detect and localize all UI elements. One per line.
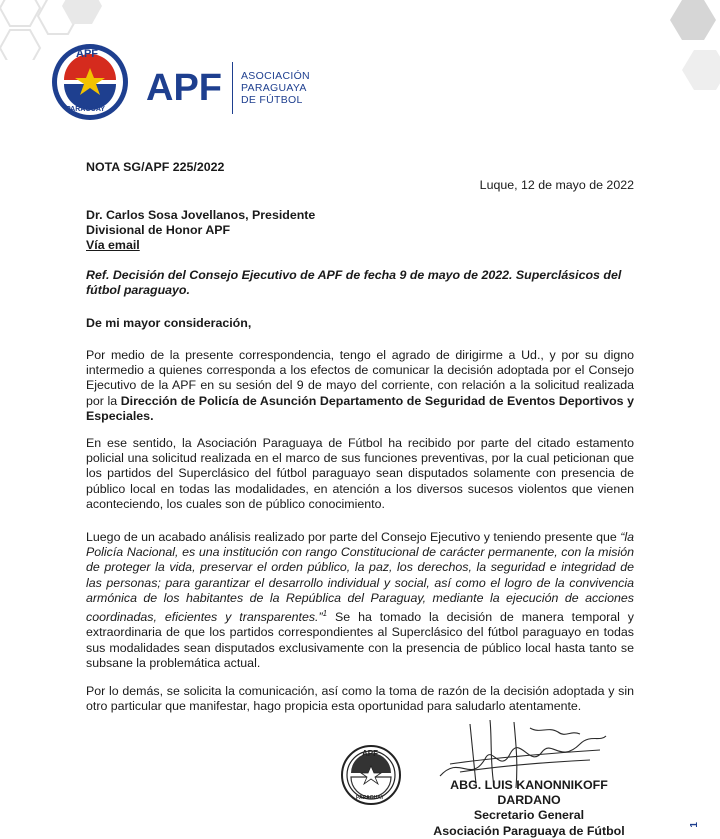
brand-line-2: PARAGUAYA	[241, 82, 307, 94]
hexagon-pattern-top-right	[620, 0, 720, 110]
paragraph-3-quote: “la Policía Nacional, es una institución con rango Constitucional de carácter permanente, con la misión de proteger la vida, preservar el orden público, la paz, los derechos, la seguridad e integridad de las personas; para garantizar el desarrollo individual y social, así como el logro de la convivencia armónica de los habitantes de la República del Paraguay, mediante la ejecución de acciones coordinadas, eficientes y transparentes.”	[86, 530, 634, 625]
letter-date: Luque, 12 de mayo de 2022	[479, 178, 634, 192]
brand-line-1: ASOCIACIÓN	[241, 70, 310, 82]
brand-line-3: DE FÚTBOL	[241, 94, 303, 106]
signature-block	[424, 778, 634, 839]
paragraph-3	[86, 530, 634, 671]
paragraph-2: En ese sentido, la Asociación Paraguaya de Fútbol ha recibido por parte del citado estamento policial una solicitud realizada en el marco de sus funciones preventivas, por la cual peticionan que los partidos del Superclásico del fútbol paraguayo sean disputados solamente con presencia de público local en todas las modalidades, en atención a los diversos sucesos violentos que vienen aconteciendo, los cuales son de público conocimiento.	[86, 436, 634, 511]
recipient-name: Dr. Carlos Sosa Jovellanos, Presidente	[86, 208, 316, 222]
brand-acronym: APF	[146, 66, 222, 109]
recipient-division: Divisional de Honor APF	[86, 223, 231, 238]
paragraph-3-intro: Luego de un acabado análisis realizado por parte del Consejo Ejecutivo y teniendo presente que	[86, 530, 621, 544]
paragraph-1	[86, 348, 634, 424]
paragraph-1-text: Por medio de la presente correspondencia, tengo el agrado de dirigirme a Ud., y por su digno intermedio a quienes corresponda a los efectos de comunicar la decisión adoptada por el Consejo Ejecutivo de la APF en su sesión del 9 de mayo del corriente, con relación a la solicitud realizada por la	[86, 348, 634, 408]
signer-title: Secretario General	[473, 808, 585, 823]
signer-name: ABG. LUIS KANONNIKOFF DARDANO	[450, 778, 608, 808]
brand-divider	[232, 62, 233, 114]
reference-line: Ref. Decisión del Consejo Ejecutivo de APF de fecha 9 de mayo de 2022. Superclásicos del fútbol paraguayo.	[86, 268, 622, 298]
brand-wordmark	[146, 62, 310, 114]
seal-bottom-text: PARAGUAY	[356, 795, 384, 801]
page-side-mark: 1	[689, 822, 700, 828]
recipient-channel: Vía email	[86, 238, 140, 253]
signer-organization: Asociación Paraguaya de Fútbol	[433, 823, 625, 838]
greeting: De mi mayor consideración,	[86, 316, 252, 330]
footnote-marker: 1	[322, 609, 328, 619]
seal-top-text: APF	[362, 749, 378, 758]
logo-top-text: APF	[76, 48, 98, 60]
brand-full-name	[241, 70, 310, 106]
logo-bottom-text: PARAGUAY	[66, 106, 105, 113]
recipient-block	[86, 208, 634, 254]
paragraph-3-decision: Se ha tomado la decisión de manera temporal y extraordinaria de que los partidos correspondientes al Superclásico del fútbol paraguayo en todas sus modalidades sean disputados exclusivamente con la presencia de público local hasta tanto se subsane la problemática actual.	[86, 610, 634, 670]
paragraph-4: Por lo demás, se solicita la comunicación, así como la toma de razón de la decisión adoptada y sin otro particular que manifestar, hago propicia esta oportunidad para saludarlo atentamente.	[86, 684, 634, 714]
paragraph-1-bold: Dirección de Policía de Asunción Departamento de Seguridad de Eventos Deportivos y Especiales.	[86, 393, 635, 423]
note-number: NOTA SG/APF 225/2022	[86, 160, 225, 174]
